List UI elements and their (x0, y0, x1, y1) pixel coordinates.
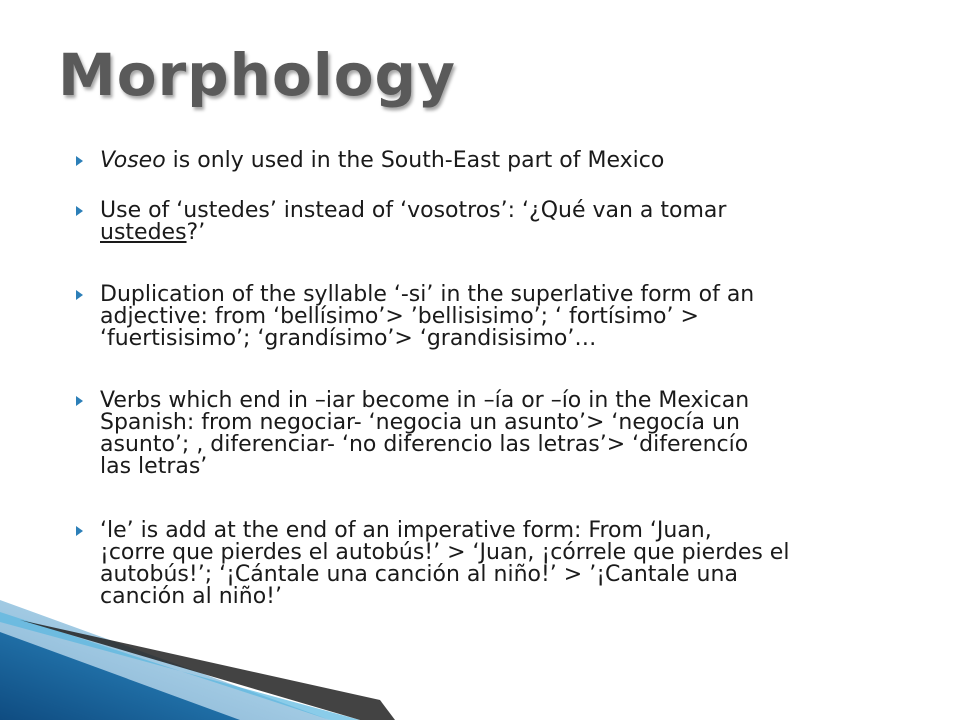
bullet-line: ‘le’ is add at the end of an imperative form: From ‘Juan, (100, 518, 712, 543)
bullet-line: Verbs which end in –iar become in –ía or –ío in the Mexican (100, 388, 750, 413)
bullet-line: canción al niño!’ (100, 584, 282, 609)
voseo-term: Voseo (100, 148, 166, 173)
bullet-line: Spanish: from negociar- ‘negocia un asunto’> ‘negocía un (100, 410, 740, 435)
bullet-line: ¡corre que pierdes el autobús!’ > ‘Juan, ¡córrele que pierdes el (100, 540, 790, 565)
bullet-line: las letras’ (100, 454, 208, 479)
slide-title: Morphology (58, 41, 456, 109)
ustedes-suffix: ?’ (186, 220, 206, 245)
bullet-text: Voseo is only used in the South-East part of Mexico (100, 148, 665, 173)
bullet-line: adjective: from ‘bellísimo’> ’bellisisimo’; ‘ fortísimo’ > (100, 304, 699, 329)
bullet-line: asunto’; , diferenciar- ‘no diferencio las letras’> ‘diferencío (100, 432, 749, 457)
ustedes-underlined: ustedes (100, 220, 187, 245)
bullet-line: Duplication of the syllable ‘-si’ in the superlative form of an (100, 282, 755, 307)
bullet-line: ‘fuertisisimo’; ‘grandísimo’> ‘grandisisimo’… (100, 326, 597, 351)
bullet-line: autobús!’; ‘¡Cántale una canción al niño!’ > ’¡Cantale una (100, 562, 738, 587)
bullet-line: Use of ‘ustedes’ instead of ‘vosotros’: ‘¿Qué van a tomar (100, 198, 727, 223)
